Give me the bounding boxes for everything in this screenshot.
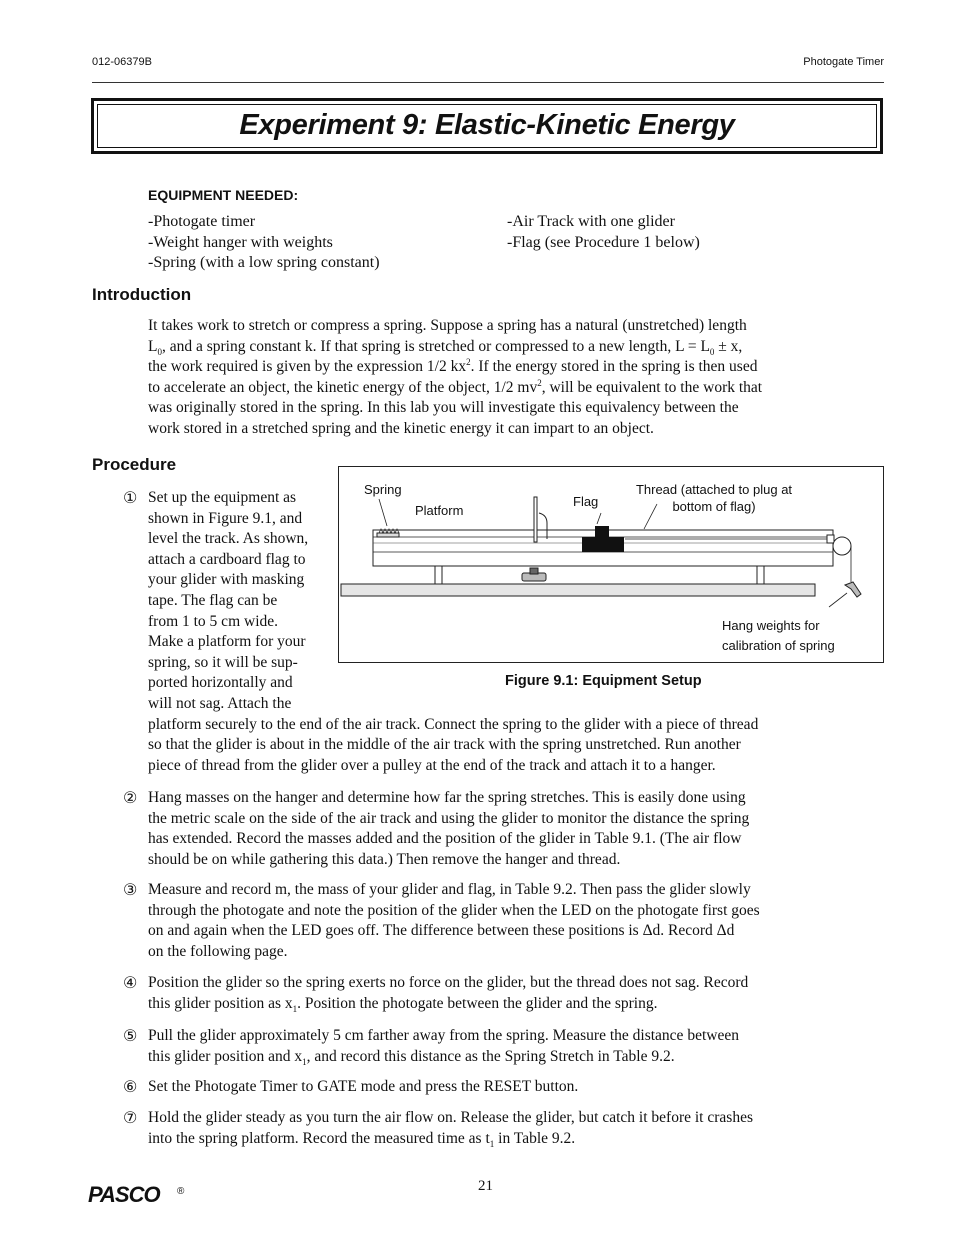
equipment-heading: EQUIPMENT NEEDED:	[148, 187, 299, 203]
equipment-left-list	[148, 212, 380, 274]
step-number-1: ①	[123, 490, 138, 507]
step-number-6: ⑥	[123, 1079, 138, 1096]
equipment-item: -Flag (see Procedure 1 below)	[507, 233, 700, 251]
procedure-step-6: Set the Photogate Timer to GATE mode and press the RESET button.	[148, 1078, 579, 1095]
procedure-step-1: Set up the equipment as shown in Figure 9.1, and level the track. As shown, attach a cardboard flag to your glider with masking tape. The flag can be from 1 to 5 cm wide. Make a platform for your spring, so it will be sup- ported horizontally and will not sag. Attach the platform securely to the end of the air track. Connect the spring to the glider with a piece of thread so that the glider is about in the middle of the air track with the spring unstretched. Run another piece of thread from the glider over a pulley at the end of the track and attach it to a hanger.	[148, 489, 759, 774]
figure-caption: Figure 9.1: Equipment Setup	[505, 673, 702, 689]
intro-line: to accelerate an object, the kinetic energy of the object, 1/2 $mv^2$, will be equivalent to the work that	[148, 377, 763, 396]
equipment-right-list	[507, 212, 700, 253]
step-number-5: ⑤	[123, 1028, 138, 1045]
figure-label-platform: Platform	[415, 503, 464, 518]
title-inner-frame	[97, 104, 877, 148]
intro-line: work stored in a stretched spring and the kinetic energy it can impart to an object.	[148, 419, 654, 437]
step-number-3: ③	[123, 882, 138, 899]
figure-label-flag: Flag	[573, 494, 599, 509]
track-end-plug	[827, 535, 834, 543]
step-number-7: ⑦	[123, 1110, 138, 1127]
procedure-step-2: Hang masses on the hanger and determine how far the spring stretches. This is easily done using the metric scale on the side of the air track and using the glider to monitor the distance the spring has extended. Record the masses added and the position of the glider in Table 9.1. (The air flow should be on while gathering this data.) Then remove the hanger and thread.	[148, 789, 750, 868]
product-name: Photogate Timer	[803, 56, 884, 68]
weight-hanger	[845, 582, 861, 597]
procedure-step-3: Measure and record m, the mass of your glider and flag, in Table 9.2. Then pass the glider slowly through the photogate and note the position of the glider when the LED on the photogate first goes on and again when the LED goes off. The difference between these positions is Δd. Record Δd on the following page.	[148, 881, 760, 960]
procedure-step-5: Pull the glider approximately 5 cm farther away from the spring. Measure the distance between this glider position and $x_1$, and record this distance as the Spring Stretch in Table 9.2.	[148, 1027, 739, 1067]
figure-label-spring: Spring	[364, 482, 402, 497]
procedure-step-7: Hold the glider steady as you turn the air flow on. Release the glider, but catch it before it crashes into the spring platform. Record the measured time as $t_1$ in Table 9.2.	[148, 1109, 753, 1149]
procedure-heading: Procedure	[92, 455, 177, 474]
page-number: 21	[478, 1178, 493, 1194]
document-number: 012-06379B	[92, 56, 152, 68]
pasco-logo: PASCO	[88, 1182, 160, 1207]
page-title: Experiment 9: Elastic-Kinetic Energy	[239, 109, 735, 141]
intro-line: the work required is given by the expression 1/2 $kx^2$. If the energy stored in the spring is then used	[148, 357, 758, 376]
figure-label-hang-weights: Hang weights for calibration of spring	[722, 618, 835, 653]
step-number-2: ②	[123, 790, 138, 807]
introduction-heading: Introduction	[92, 285, 192, 304]
equipment-item: -Weight hanger with weights	[148, 233, 333, 251]
pulley	[833, 537, 851, 555]
intro-line: was originally stored in the spring. In this lab you will investigate this equivalency between the	[148, 399, 739, 417]
equipment-item: -Photogate timer	[148, 213, 256, 230]
figure-label-thread: Thread (attached to plug at bottom of flag)	[635, 482, 793, 514]
procedure-step-4: Position the glider so the spring exerts no force on the glider, but the thread does not sag. Record this glider position as $x_1$. Position the photogate between the glider and the spring.	[148, 974, 749, 1014]
intro-line: $L_0$, and a spring constant k. If that spring is stretched or compressed to a new length, $L = L_0 \pm x$,	[148, 337, 743, 357]
equipment-item: -Spring (with a low spring constant)	[148, 254, 380, 271]
header-rule	[92, 82, 884, 83]
equipment-item: -Air Track with one glider	[507, 213, 675, 230]
registered-mark: ®	[177, 1186, 185, 1197]
step-number-4: ④	[123, 975, 138, 992]
introduction-paragraph	[148, 316, 762, 440]
title-frame	[91, 98, 883, 154]
intro-line: It takes work to stretch or compress a spring. Suppose a spring has a natural (unstretched) length	[148, 317, 747, 334]
